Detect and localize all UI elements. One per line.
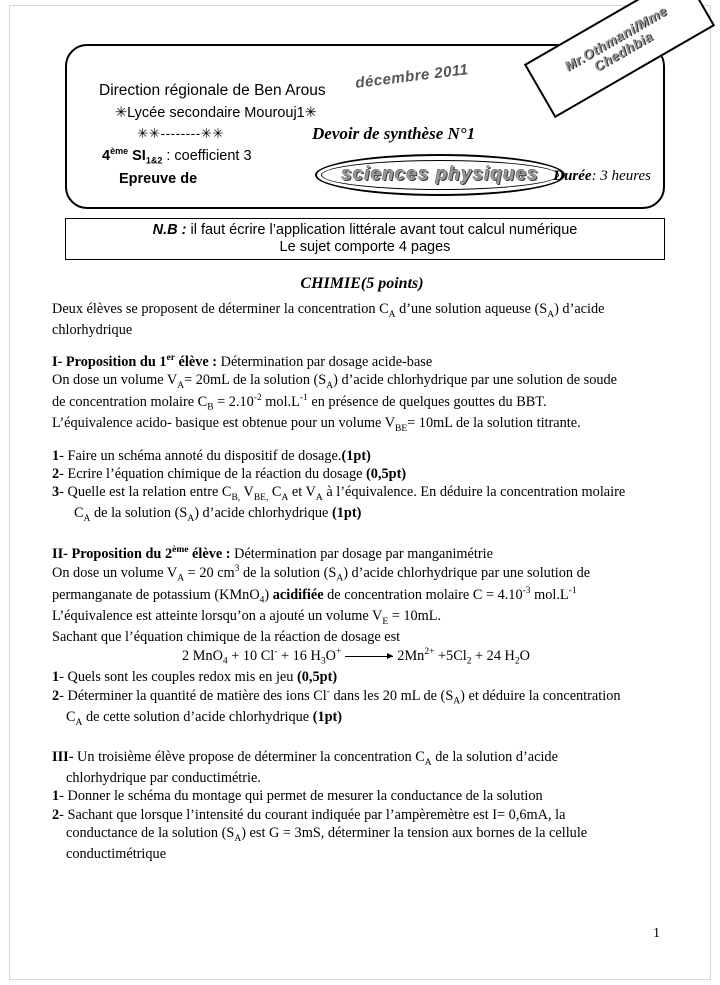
intro-text-a: Deux élèves se proposent de déterminer la concentration C	[52, 301, 389, 318]
part1-heading	[52, 352, 672, 371]
p2q2-c: ) et déduire la concentration	[460, 688, 621, 705]
p2l2-sub: 4	[259, 595, 265, 606]
p2l1-sub-a: A	[177, 573, 185, 584]
eq-right-d: O	[519, 647, 530, 664]
p2q2-b: dans les 20 mL de (S	[329, 688, 454, 705]
chimie-intro-line-1	[52, 300, 672, 321]
p1l2-sup-2: -1	[299, 392, 308, 403]
part2-title-sup: ème	[172, 545, 189, 556]
intro-text-b: d’une solution aqueuse (S	[395, 301, 548, 318]
p1q3-points: (1pt)	[331, 505, 362, 522]
p1q3-b: V	[240, 484, 254, 501]
p2q2-sub: A	[453, 696, 461, 707]
part2-title-a: Proposition du 2	[67, 546, 173, 563]
part1-line-2	[52, 392, 672, 414]
part3-roman: III-	[52, 749, 74, 766]
p2q2l2-sub: A	[75, 717, 83, 728]
p3l1-a: Un troisième élève propose de déterminer la concentration C	[73, 749, 425, 766]
p2l1-d: ) d’acide chlorhydrique par une solution de	[343, 565, 591, 582]
part3-question-2-line-3: conductimétrique	[66, 846, 167, 863]
p1l2-a: de concentration molaire C	[52, 393, 208, 410]
part2-line-4: Sachant que l’équation chimique de la réaction de dosage est	[52, 628, 401, 645]
part1-question-1	[52, 447, 672, 465]
eq-right-a: 2Mn	[397, 647, 425, 664]
intro-sub-a: A	[388, 310, 396, 321]
p2q2l2-b: de cette solution d’acide chlorhydrique	[82, 709, 313, 726]
p2l2-a: permanganate de potassium (KMnO	[52, 586, 260, 603]
eq-right-b: +5Cl	[434, 647, 467, 664]
p2q1-points: (0,5pt)	[297, 669, 338, 685]
part3-question-2-line-2	[52, 824, 672, 845]
p3q2-num: 2	[52, 806, 60, 823]
p1q3-d: et V	[288, 484, 316, 501]
part2-question-2	[52, 686, 672, 708]
duree-value: : 3 heures	[591, 168, 651, 184]
p1q3l2-a: C	[74, 505, 84, 522]
p3q2l2-a: conductance de la solution (S	[66, 825, 235, 841]
part1-title-rest: Détermination par dosage acide-base	[217, 353, 433, 370]
part1-question-3-line-2	[52, 504, 672, 525]
p1l1-sub-a: A	[177, 380, 185, 391]
document-page	[10, 3, 710, 979]
eq-left-d: O	[325, 647, 336, 664]
p3l1-b: de la solution d’acide	[431, 749, 558, 766]
part2-line-1	[52, 563, 672, 585]
decorative-dashes: ✳✳--------✳✳	[137, 126, 225, 141]
p1q3-e: à l’équivalence. En déduire la concentration molaire	[322, 484, 626, 501]
p1q3-num: 3	[52, 484, 60, 501]
part2-question-2-line-2	[52, 708, 672, 729]
epreuve-label: Epreuve de	[119, 171, 198, 187]
part1-title-sup: er	[166, 352, 175, 363]
p1q3l2-c: ) d’acide chlorhydrique	[194, 505, 332, 522]
eq-left-b: + 10 Cl	[227, 647, 275, 664]
p2q1-num: 1	[52, 669, 60, 685]
eq-left-sub2: 3	[320, 656, 326, 667]
nb-label: N.B :	[152, 222, 187, 238]
part2-question-1	[52, 668, 672, 686]
p2l3-a: L’équivalence est atteinte lorsqu’on a ajouté un volume V	[52, 607, 383, 624]
notice-pages-count: Le sujet comporte 4 pages	[279, 239, 451, 255]
p2q2-sup: -	[326, 687, 330, 698]
eq-left-sup: -	[274, 647, 278, 658]
p1q3-sub-1: B,	[231, 493, 241, 504]
part1-line-1	[52, 371, 672, 392]
date-stamp: décembre 2011	[354, 61, 470, 92]
classe-coefficient: : coefficient 3	[166, 147, 252, 164]
p1l3-b: = 10mL de la solution titrante.	[407, 414, 581, 431]
chimie-intro-line-2: chlorhydrique	[52, 322, 133, 339]
p1q3-sub-3: A	[281, 493, 289, 504]
matiere-oval-shape	[315, 154, 565, 196]
reaction-arrow-icon	[345, 656, 393, 657]
p1q3-sub-2: BE,	[253, 493, 269, 504]
eq-left-sub: 4	[222, 656, 228, 667]
matiere-label: sciences physiques	[341, 164, 539, 185]
p1q3-a: - Quelle est la relation entre C	[59, 484, 232, 501]
p2q2l2-a: C	[66, 709, 76, 726]
intro-text-c: ) d’acide	[554, 301, 605, 318]
part1-line-3	[52, 414, 672, 435]
devoir-title: Devoir de synthèse N°1	[312, 124, 476, 143]
part2-line-3	[52, 607, 672, 628]
p2l2-b: )	[264, 586, 273, 603]
p2l1-b: = 20 cm	[184, 565, 235, 582]
p2l1-sup: 3	[234, 564, 240, 575]
p1l1-sub-b: A	[326, 380, 334, 391]
eq-right-sub2: 2	[514, 656, 520, 667]
part2-title-rest: Détermination par dosage par manganimétrie	[230, 546, 493, 563]
p1l2-b: = 2.10	[213, 393, 254, 410]
p1q2-text: - Ecrire l’équation chimique de la réaction du dosage	[59, 465, 367, 482]
classe-coefficient-text	[102, 146, 252, 166]
p1q3-sub-4: A	[315, 493, 323, 504]
p1q3l2-sub: A	[83, 514, 91, 525]
p2q1-text: - Quels sont les couples redox mis en jeu	[59, 669, 297, 685]
p3q1-num: 1	[52, 788, 60, 805]
classe-si: SI	[132, 147, 146, 164]
p3l1-sub: A	[424, 757, 432, 768]
p1q1-points: (1pt)	[341, 447, 371, 464]
eq-left-c: + 16 H	[277, 647, 321, 664]
p2l2-d: mol.L	[530, 586, 569, 603]
p2l2-sup-1: -3	[522, 586, 531, 597]
p3q1-text: - Donner le schéma du montage qui permet de mesurer la conductance de la solution	[59, 788, 543, 805]
p2q2-a: - Déterminer la quantité de matière des ions Cl	[59, 688, 327, 705]
part1-question-2	[52, 465, 672, 483]
p2l1-a: On dose un volume V	[52, 565, 178, 582]
classe-number: 4	[102, 147, 111, 164]
intro-sub-b: A	[547, 310, 555, 321]
section-title-chimie: CHIMIE(5 points)	[300, 275, 424, 292]
p3q2l2-sub: A	[234, 833, 242, 844]
p2l2-sup-2: -1	[568, 586, 577, 597]
duree-text	[553, 168, 651, 185]
part1-question-3	[52, 483, 672, 504]
eq-right-sup: 2+	[424, 647, 435, 658]
eq-right-c: + 24 H	[471, 647, 515, 664]
p1l2-c: mol.L	[261, 393, 300, 410]
part3-question-2	[52, 806, 672, 824]
p1q1-text: - Faire un schéma annoté du dispositif de dosage.	[59, 447, 342, 464]
part2-line-2	[52, 585, 672, 607]
part2-roman: II-	[52, 546, 68, 563]
p3q2-text: - Sachant que lorsque l’intensité du courant indiquée par l’ampèremètre est I= 0,6mA, la	[59, 806, 566, 823]
notice-box	[65, 218, 665, 260]
part1-title-b: élève :	[174, 353, 218, 370]
p1l1-b: = 20mL de la solution (S	[184, 371, 327, 388]
classe-number-sup: ème	[110, 146, 129, 156]
exam-body	[52, 274, 672, 863]
p1q3l2-sub2: A	[187, 514, 195, 525]
p2q2-points: (1pt)	[312, 709, 343, 726]
part2-chemical-equation	[52, 646, 672, 668]
p2l2-bold: acidifiée	[272, 586, 324, 603]
part1-roman: I-	[52, 353, 63, 370]
direction-regionale-text: Direction régionale de Ben Arous	[99, 82, 326, 99]
p1l3-a: L’équivalence acido- basique est obtenue pour un volume V	[52, 414, 396, 431]
p1q3l2-b: de la solution (S	[90, 505, 188, 522]
part3-heading	[52, 748, 672, 769]
p2l1-sub-c: A	[336, 573, 344, 584]
part1-title-a: Proposition du 1	[65, 353, 167, 370]
p2q2-num: 2	[52, 688, 60, 705]
p1l1-c: ) d’acide chlorhydrique par une solution de soude	[333, 371, 618, 388]
p1l2-d: en présence de quelques gouttes du BBT.	[307, 393, 547, 410]
eq-right-sub: 2	[466, 656, 472, 667]
p1l1-a: On dose un volume V	[52, 371, 178, 388]
p2l1-c: de la solution (S	[239, 565, 337, 582]
p1q3-c: C	[268, 484, 282, 501]
nb-text: il faut écrire l’application littérale avant tout calcul numérique	[186, 222, 578, 238]
teacher-names: Mr.Othmani/Mme Chedhbia	[561, 3, 670, 75]
p2l3-sub: E	[382, 616, 389, 627]
duree-label: Durée	[553, 168, 592, 184]
part2-title-b: élève :	[188, 546, 231, 563]
p1l2-sub-a: B	[207, 402, 214, 413]
part2-heading	[52, 544, 672, 563]
page-number: 1	[653, 926, 660, 941]
eq-left-sup2: +	[335, 647, 342, 658]
lycee-text: ✳Lycée secondaire Mourouj1✳	[115, 105, 317, 121]
p3q2l2-b: ) est G = 3mS, déterminer la tension aux bornes de la cellule	[241, 825, 588, 841]
notice-line-1	[66, 222, 664, 238]
p1q1-num: 1	[52, 447, 60, 464]
classe-si-sub: 1&2	[145, 155, 163, 166]
p2l3-b: = 10mL.	[388, 607, 442, 624]
eq-left-a: 2 MnO	[182, 647, 223, 664]
p1l2-sup-1: -2	[253, 392, 262, 403]
p1q2-num: 2	[52, 465, 60, 482]
p1l3-sub: BE	[395, 423, 408, 434]
part3-question-1	[52, 787, 672, 805]
p2l2-c: de concentration molaire C = 4.10	[323, 586, 523, 603]
p1q2-points: (0,5pt)	[366, 465, 407, 482]
part3-line-2: chlorhydrique par conductimétrie.	[66, 770, 261, 787]
